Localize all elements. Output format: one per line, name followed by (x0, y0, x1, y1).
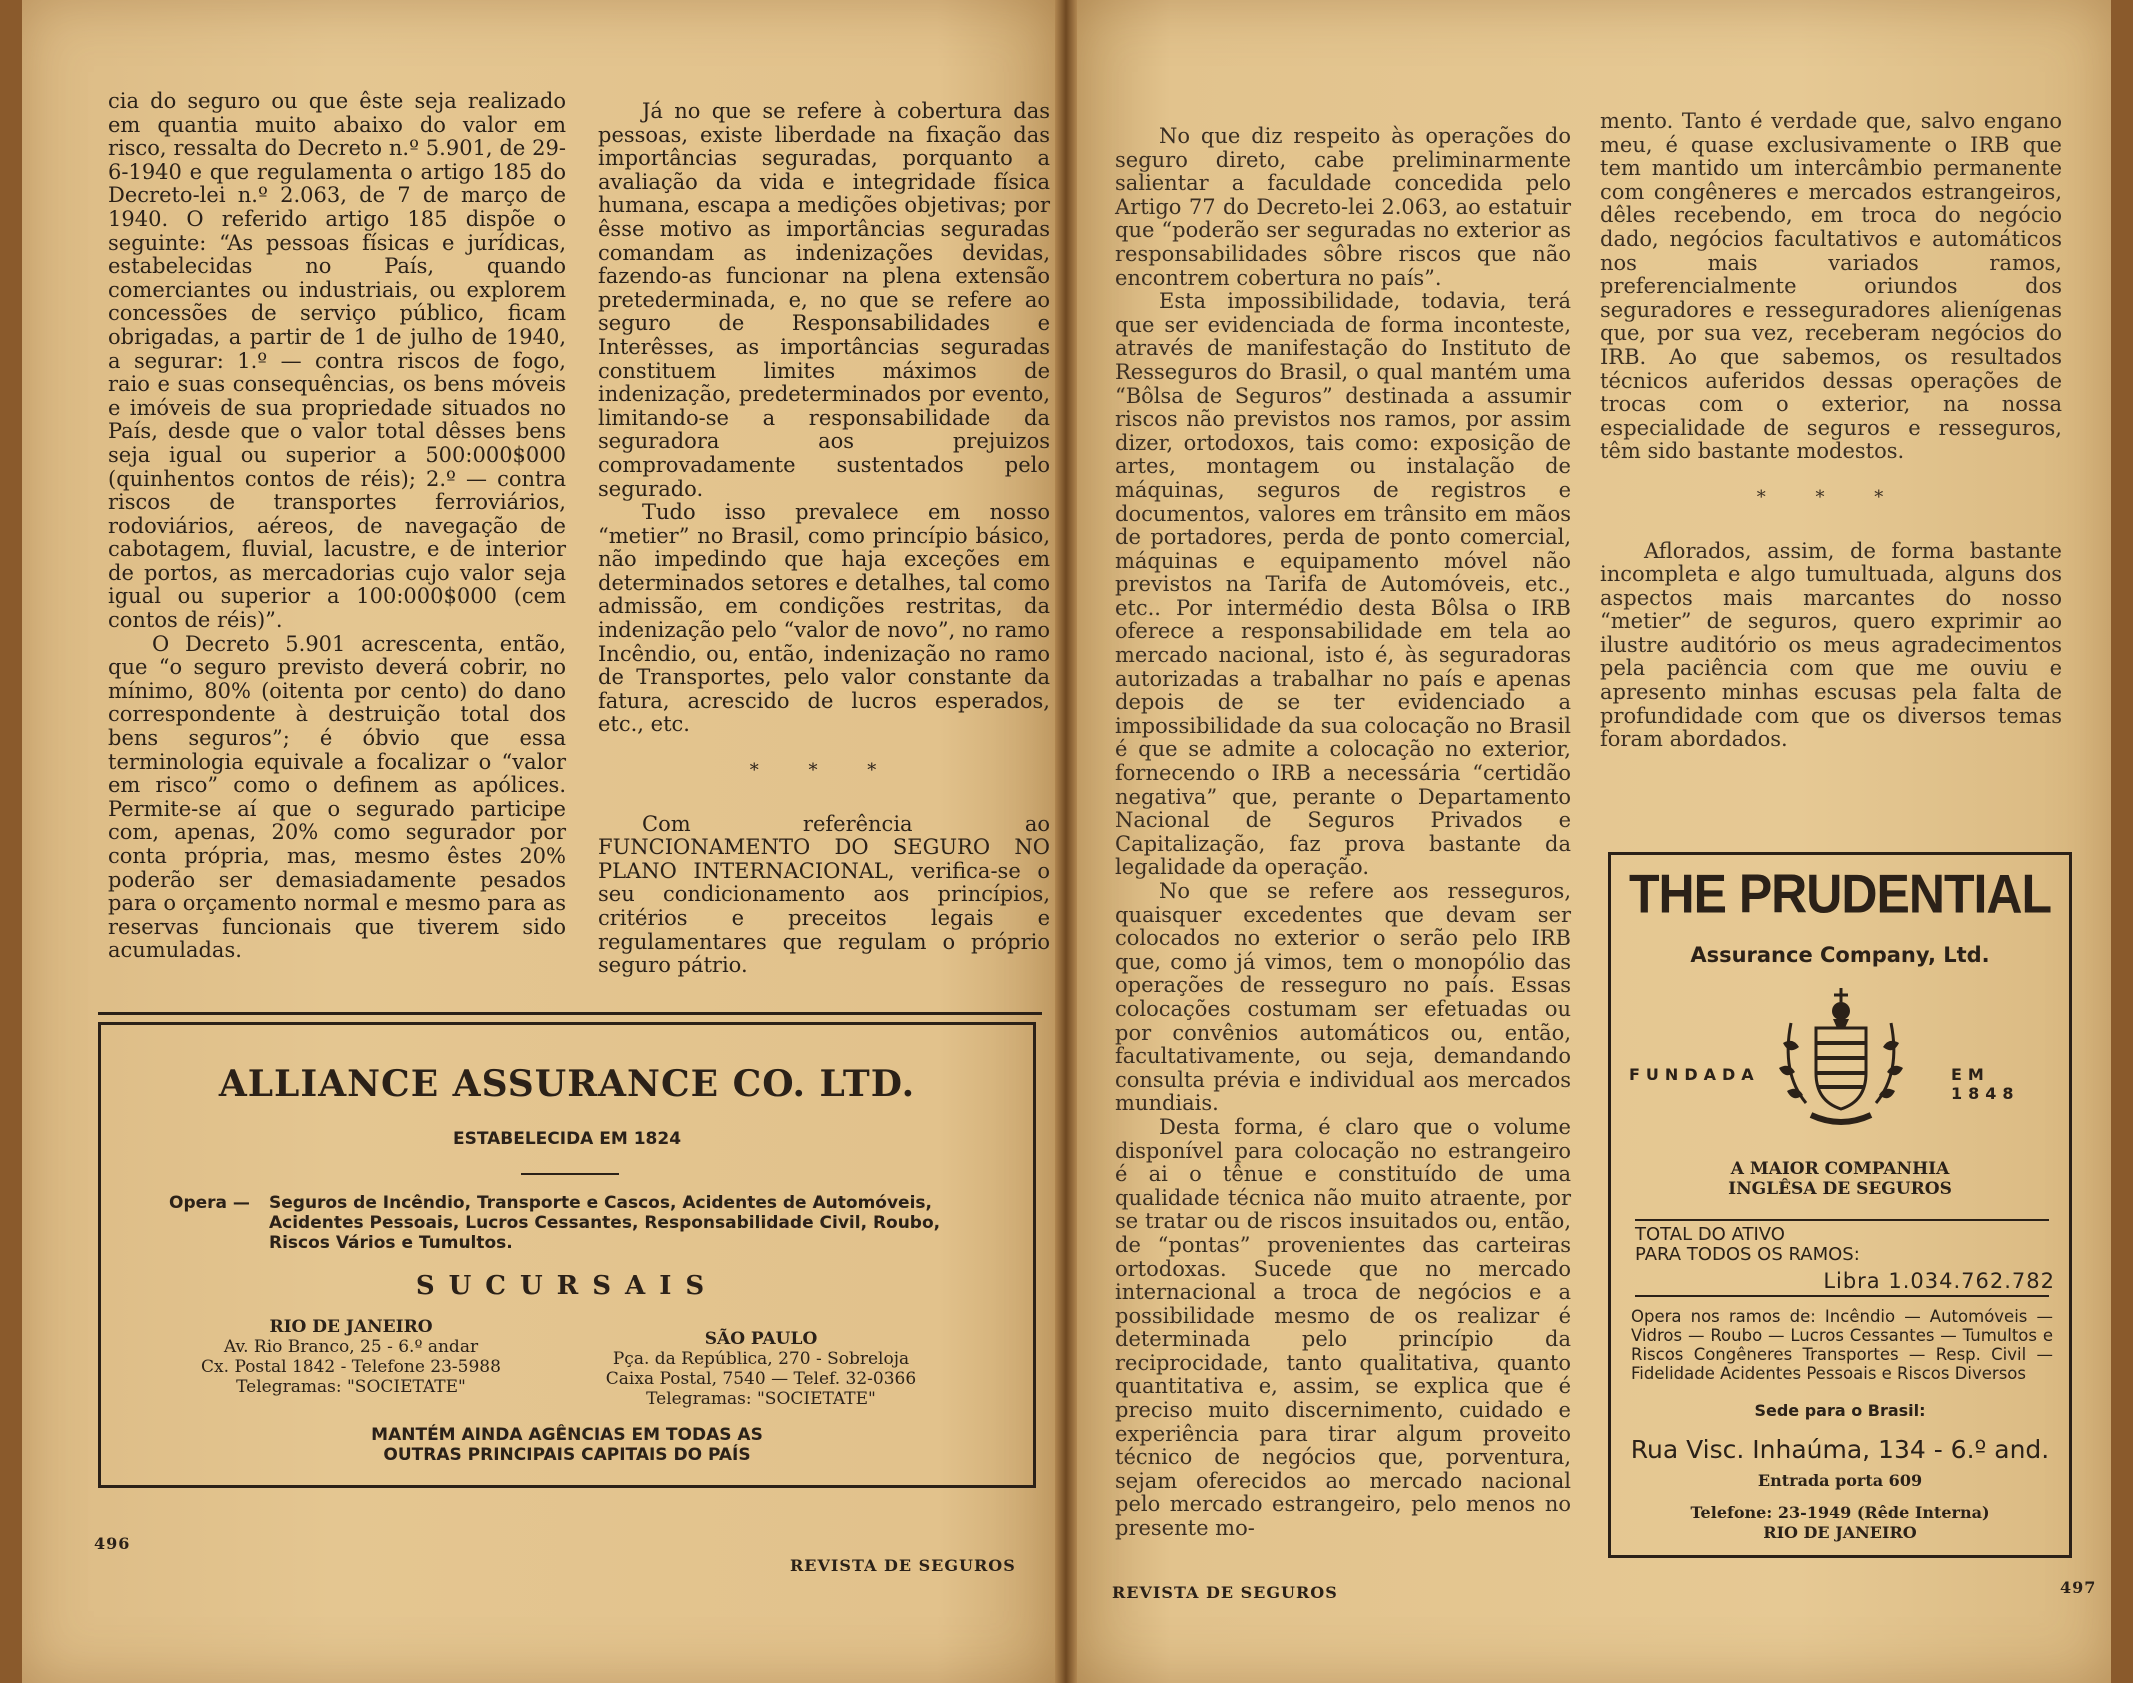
paragraph: No que se refere aos resseguros, quaisquer excedentes que devam ser colocados no exterior o serão pelo IRB que, como já vimos, tem o monopólio das operações de resseguro no país. Essas colocações costumam ser efetuadas ou por convênios automáticos ou, então, facultativamente, ou seja, demandando consulta prévia e individual aos mercados mundiais. (1115, 879, 1571, 1116)
ad-hq-label: Sede para o Brasil: (1754, 1401, 1926, 1420)
total-label: TOTAL DO ATIVO (1635, 1224, 1785, 1245)
divider (98, 1012, 1042, 1015)
paragraph: mento. Tanto é verdade que, salvo engano meu, é quase exclusivamente o IRB que tem mantido um intercâmbio permanente com congêneres e mercados estrangeiros, dêles recebendo, em troca do negócio dado, negócios facultativos e automáticos nos mais variados ramos, preferencialmente oriundos dos seguradores e resseguradores alienígenas que, por sua vez, receberam negócios do IRB. Ao que sabemos, os resultados técnicos auferidos dessas operações de trocas com o exterior, na nossa especialidade de seguros e resseguros, têm sido bastante modestos. (1600, 109, 2062, 464)
branch-rio (181, 1317, 521, 1397)
founded-label: FUNDADA (1629, 1065, 1760, 1084)
paragraph: cia do seguro ou que êste seja realizado em quantia muito abaixo do valor em risco, ressalta do Decreto n.º 5.901, de 29-6-1940 e que regulamenta o artigo 185 do Decreto-lei n.º 2.063, de 7 de março de 1940. O referido artigo 185 dispõe o seguinte: “As pessoas físicas e jurídicas, estabelecidas no País, quando comerciantes ou industriais, ou explorem concessões de serviço público, ficam obrigadas, a partir de 1 de julho de 1940, a segurar: 1.º — contra riscos de fogo, raio e suas consequências, os bens móveis e imóveis de sua propriedade situados no País, desde que o valor total dêsses bens seja igual ou superior a 500:000$000 (quinhentos contos de réis); 2.º — contra riscos de transportes ferroviários, rodoviários, aéreos, de navegação de cabotagem, fluvial, lacustre, e de interior de portos, as mercadorias cujo valor seja igual ou superior a 100:000$000 (cem contos de réis)”. (108, 89, 566, 633)
paragraph: Já no que se refere à cobertura das pessoas, existe liberdade na fixação das importâncias seguradas, porquanto a avaliação da vida e integridade física humana, escapa a medições objetivas; por êsse motivo as importâncias seguradas comandam as indenizações devidas, fazendo-as funcionar na plena extensão pretederminada, e, no que se refere ao seguro de Responsabilidades e Interêsses, as importâncias seguradas constituem limites máximos de indenização, predeterminados por evento, limitando-se a responsabilidade da seguradora aos prejuizos comprovadamente sustentados pelo segurado. (598, 99, 1050, 501)
right-column-1 (1115, 125, 1571, 1541)
book-gutter (1055, 0, 1077, 1683)
ad-city: RIO DE JANEIRO (1763, 1523, 1917, 1542)
branch-line: Cx. Postal 1842 - Telefone 23-5988 (201, 1357, 501, 1377)
footer-line: MANTÉM AINDA AGÊNCIAS EM TODAS AS (371, 1425, 763, 1445)
branches-title: SUCURSAIS (415, 1271, 719, 1301)
divider (521, 1173, 619, 1175)
paragraph: Aflorados, assim, de forma bastante incompleta e algo tumultuada, alguns dos aspectos mais marcantes do nosso “metier” de seguros, quero exprimir ao ilustre auditório os meus agradecimentos pela paciência com que me ouviu e apresento minhas escusas pela falta de profundidade com que os diversos temas foram abordados. (1600, 538, 2062, 752)
ad-tagline (1611, 1159, 2069, 1199)
ad-subtitle: Assurance Company, Ltd. (1690, 943, 1990, 967)
section-separator: * * * (749, 760, 899, 782)
ops-text: Seguros de Incêndio, Transporte e Cascos, Acidentes de Automóveis, Acidentes Pessoais, Lucros Cessantes, Responsabilidade Civil, Roubo, Riscos Vários e Tumultos. (269, 1193, 941, 1253)
ad-title: ALLIANCE ASSURANCE CO. LTD. (218, 1063, 916, 1105)
ad-operations (169, 1193, 969, 1253)
paragraph: Esta impossibilidade, todavia, terá que ser evidenciada de forma inconteste, através de manifestação do Instituto de Resseguros do Brasil, o qual mantém uma “Bôlsa de Seguros” destinada a assumir riscos não previstos nos ramos, por assim dizer, ortodoxos, tais como: exposição de artes, montagem ou instalação de máquinas, seguros de registros e documentos, valores em trânsito em mãos de portadores, perda de ponto comercial, máquinas e equipamento móvel não previstos na Tarifa de Automóveis, etc., etc.. Por intermédio desta Bôlsa o IRB oferece a responsabilidade em tela ao mercado nacional, isto é, às seguradoras autorizadas a trabalhar no país e apenas depois de se ter evidenciado a impossibilidade da sua colocação no Brasil é que se admite a colocação no exterior, fornecendo o IRB a necessária “certidão negativa” que, perante o Departamento Nacional de Seguros Privados e Capitalização, faz prova bastante da legalidade da operação. (1115, 289, 1571, 880)
total-label: PARA TODOS OS RAMOS: (1635, 1244, 1860, 1265)
ad-entrance: Entrada porta 609 (1757, 1471, 1923, 1490)
ad-footer (101, 1425, 1033, 1465)
right-column-2 (1600, 110, 2062, 752)
ad-contact (1611, 1503, 2069, 1543)
divider (1635, 1295, 2049, 1297)
ad-phone: Telefone: 23-1949 (Rêde Interna) (1690, 1503, 1990, 1522)
tagline-line: INGLÊSA DE SEGUROS (1728, 1179, 1952, 1199)
paragraph: Com referência ao FUNCIONAMENTO DO SEGURO NO PLANO INTERNACIONAL, verifica-se o seu condicionamento aos princípios, critérios e preceitos legais e regulamentares que regulam o próprio seguro pátrio. (598, 811, 1050, 978)
tagline-line: A MAIOR COMPANHIA (1730, 1159, 1950, 1179)
section-separator: * * * (1756, 486, 1906, 508)
footer-line: OUTRAS PRINCIPAIS CAPITAIS DO PAÍS (383, 1445, 751, 1465)
total-assets (1635, 1225, 2055, 1291)
branch-sao-paulo (571, 1329, 951, 1409)
coat-of-arms-icon (1761, 983, 1921, 1133)
branch-line: Telegramas: "SOCIETATE" (646, 1389, 876, 1409)
ad-address: Rua Visc. Inhaúma, 134 - 6.º and. (1630, 1435, 2050, 1464)
total-amount: Libra 1.034.762.782 (1823, 1269, 2055, 1293)
left-column-1 (108, 90, 566, 963)
branch-line: Caixa Postal, 7540 — Telef. 32-0366 (605, 1369, 917, 1389)
paragraph: Tudo isso prevalece em nosso “metier” no Brasil, como princípio básico, não impedindo que haja exceções em determinados setores e detalhes, tal como admissão, em condições restritas, da indenização pelo “valor de novo”, no ramo Incêndio, ou, então, indenização no ramo de Transportes, pelo valor constante da fatura, acrescido de lucros esperados, etc., etc. (598, 500, 1050, 737)
page-number-right: 497 (2060, 1578, 2097, 1597)
paragraph: O Decreto 5.901 acrescenta, então, que “o seguro previsto deverá cobrir, no mínimo, 80% (oitenta por cento) do dano correspondente à destruição total dos bens seguros”; é óbvio que essa terminologia equivale a focalizar o “valor em risco” como o definem as apólices. Permite-se aí que o segurado participe com, apenas, 20% como segurador por conta própria, mas, mesmo êstes 20% poderão ser demasiadamente pesados para o orçamento normal e mesmo para as reservas funcionais que tiverem sido acumuladas. (108, 631, 566, 963)
paragraph: No que diz respeito às operações do seguro direto, cabe preliminarmente salientar a faculdade concedida pelo Artigo 77 do Decreto-lei 2.063, ao estatuir que “poderão ser seguradas no exterior as responsabilidades sôbre riscos que não encontrem cobertura no país”. (1115, 124, 1571, 290)
page-number-left: 496 (94, 1534, 131, 1553)
ad-title: THE PRUDENTIAL (1628, 863, 2052, 925)
left-column-2 (598, 100, 1050, 978)
alliance-advertisement (98, 1022, 1036, 1488)
founded-year: EM 1848 (1951, 1065, 2020, 1103)
branch-line: Av. Rio Branco, 25 - 6.º andar (223, 1337, 479, 1357)
branch-name: RIO DE JANEIRO (269, 1317, 433, 1337)
branch-line: Pça. da República, 270 - Sobreloja (612, 1349, 910, 1369)
branch-line: Telegramas: "SOCIETATE" (236, 1377, 466, 1397)
running-head-left: REVISTA DE SEGUROS (790, 1556, 1016, 1575)
ops-label: Opera — (169, 1193, 250, 1213)
ad-operations: Opera nos ramos de: Incêndio — Automóveis — Vidros — Roubo — Lucros Cessantes — Tumultos e Riscos Congêneres Transportes — Resp. Civil — Fidelidade Acidentes Pessoais e Riscos Diversos (1631, 1307, 2053, 1383)
ad-established: ESTABELECIDA EM 1824 (452, 1129, 682, 1149)
prudential-advertisement (1608, 852, 2072, 1558)
branch-name: SÃO PAULO (704, 1329, 818, 1349)
divider (1635, 1219, 2049, 1221)
paragraph: Desta forma, é claro que o volume disponível para colocação no estrangeiro é ai o tênue e constituído de uma qualidade técnica não muito atraente, por se tratar ou de riscos insuitados ou, então, de “pontas” provenientes das carteiras ortodoxas. Sucede que no mercado internacional a troca de negócios e a possibilidade mesmo de os realizar é determinada pelo princípio da reciprocidade, tanto qualitativa, quanto quantitativa e, assim, se explica que é preciso muito discernimento, cuidado e experiência para tirar algum proveito técnico de negócios que, porventura, sejam oferecidos ao mercado nacional pelo mercado estrangeiro, pelo menos no presente mo- (1115, 1114, 1571, 1541)
running-head-right: REVISTA DE SEGUROS (1112, 1583, 1338, 1602)
